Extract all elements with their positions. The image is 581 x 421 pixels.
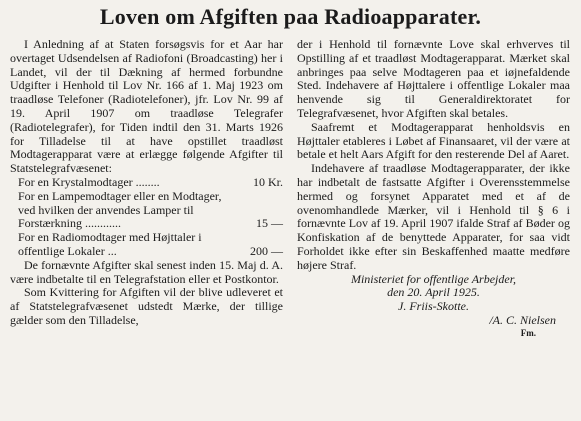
- text-columns: [10, 38, 571, 338]
- rate-amount: 10 Kr.: [253, 174, 283, 189]
- paragraph-penalty: Indehavere af traadløse Modtagerapparater, der ikke har indbetalt de fastsatte Afgifter i Overensstemmelse hermed og forsynet Apparatet med et af de ovenomhandlede Mærker, vil i Henhold til § 6 i fornævnte Lov af 19. April 1907 ifalde Straf af Bøder og Konfiskation af de benyttede Apparater, for saa vidt Forholdet ikke efter sin Beskaffenhed maatte medføre højere Straf.: [297, 161, 570, 272]
- rate-label: For en Lampemodtager eller en Modtager, ved hvilken der anvendes Lamper til Forstærkning ............: [18, 188, 222, 231]
- signature-date: den 20. April 1925.: [387, 285, 480, 300]
- rate-row-speaker: [10, 231, 283, 259]
- document-title: Loven om Afgiften paa Radioapparater.: [99, 4, 482, 29]
- left-column: [10, 38, 283, 338]
- right-column: [297, 38, 570, 338]
- signature-fm: Fm.: [520, 327, 536, 338]
- signature-ministry: Ministeriet for offentlige Arbejder,: [350, 271, 517, 286]
- paragraph-receipt: Som Kvittering for Afgiften vil der blive udleveret et af Statstelegrafvæsenet udstedt Mærke, der tillige gælder som den Tilladelse,: [10, 285, 283, 327]
- signature-official: /A. C. Nielsen: [489, 312, 556, 327]
- rate-row-lamp: [10, 190, 283, 231]
- rate-label: For en Radiomodtager med Højttaler i offentlige Lokaler ...: [18, 230, 202, 258]
- paragraph-deadline: De fornævnte Afgifter skal senest inden 15. Maj d. A. være indbetalte til en Telegrafstation eller et Postkontor.: [10, 257, 283, 286]
- paragraph-intro: I Anledning af at Staten forsøgsvis for et Aar har overtaget Udsendelsen af Radiofoni (Broadcasting) her i Landet, vil der til Dækning af hermed forbundne Udgifter i Henhold til Lov Nr. 166 af 1. Maj 1923 om traadløse Telefoner (Radiotelefoner), jfr. Lov Nr. 99 af 19. April 1907 om traadløse Telegrafer (Radiotelegrafer), for Tiden indtil den 31. Marts 1926 for Tilladelse til at have opstillet traadløst Modtagerapparat være at erlægge følgende Afgifter til Statstelegrafvæsenet:: [10, 37, 283, 176]
- paragraph-label-rules: der i Henhold til fornævnte Love skal erhverves til Opstilling af et traadløst Modtagerapparat. Mærket skal anbringes paa selve Modtageren paa et iøjnefaldende Sted. Indehavere af Højttalere i offentlige Lokaler maa henvende sig til Generaldirektoratet for Telegrafvæsenet, hvor Afgiften skal betales.: [297, 37, 570, 120]
- paragraph-full-year: Saafremt et Modtagerapparat henholdsvis en Højttaler etableres i Løbet af Finansaaret, vil der være at betale et helt Aars Afgift for den resterende Del af Aaret.: [297, 119, 570, 162]
- rate-row-crystal: [10, 176, 283, 190]
- rate-amount: 15 —: [256, 216, 283, 231]
- rate-label: For en Krystalmodtager ........: [18, 174, 160, 189]
- rate-amount: 200 —: [250, 243, 283, 258]
- signature-minister: J. Friis-Skotte.: [398, 299, 469, 314]
